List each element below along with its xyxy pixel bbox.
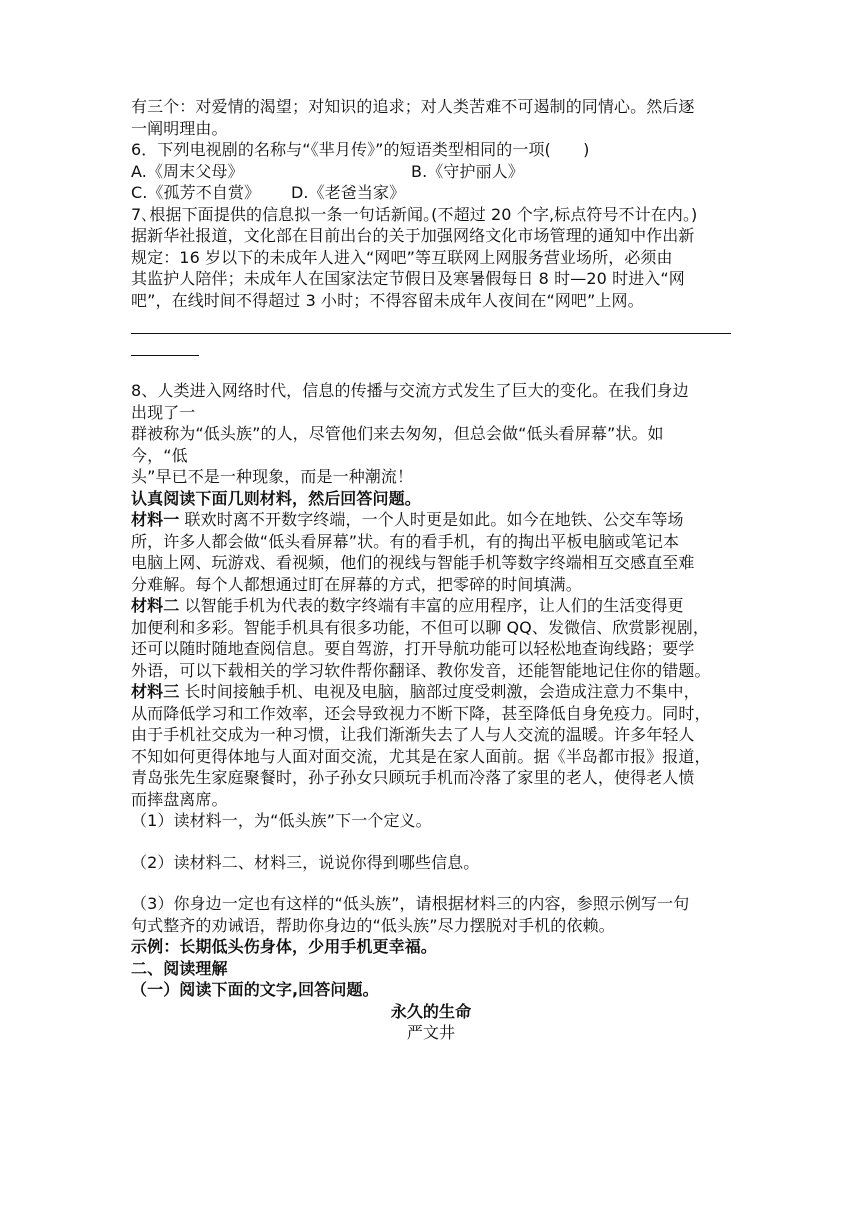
sub-question-1: （1）读材料一，为“低头族”下一个定义。 [131,811,432,830]
question-8-line: 群被称为“低头族”的人，尽管他们来去匆匆，但总会做“低头看屏幕”状。如 [131,424,664,443]
question-8-line: 头”早已不是一种现象，而是一种潮流！ [131,467,414,486]
material-2-line: 还可以随时随地查阅信息。要自驾游，打开导航功能可以轻松地查询线路；要学 [131,639,695,658]
material-2-label: 材料二 [131,596,180,615]
material-3-text: 长时间接触手机、电视及电脑，脑部过度受刺激，会造成注意力不集中， [179,682,700,701]
document-page [131,96,731,1044]
material-3-line: 而摔盘离席。 [131,789,228,809]
sub-question-3-line: （3）你身边一定也有这样的“低头族”，请根据材料三的内容，参照示例写一句 [131,894,690,913]
material-2-line: 外语，可以下载相关的学习软件帮你翻译、教你发音，还能智能地记住你的错题。 [131,660,711,680]
material-1-line: 所，许多人都会做“低头看屏幕”状。有的看手机，有的掏出平板电脑或笔记本 [131,531,680,551]
question-7-line: 吧”，在线时间不得超过 3 小时；不得容留未成年人夜间在“网吧”上网。 [131,290,644,310]
question-8-line: 8、人类进入网络时代，信息的传播与交流方式发生了巨大的变化。在我们身边 [131,381,689,400]
material-3-label: 材料三 [131,682,180,701]
question-6-options-row-2 [131,182,731,204]
material-3-line: 从而降低学习和工作效率，还会导致视力不断下降，甚至降低自身免疫力。同时， [131,703,711,723]
option-a: A.《周末父母》 [131,161,244,181]
question-6-stem: 6．下列电视剧的名称与“《芈月传》”的短语类型相同的一项( ) [131,140,590,159]
intro-line-2: 一阐明理由。 [131,118,228,138]
section-2-heading: 二、阅读理解 [131,958,228,978]
answer-line [131,333,731,334]
example-text: 示例：长期低头伤身体，少用手机更幸福。 [131,937,437,956]
section-2-subheading: （一）阅读下面的文字,回答问题。 [131,980,379,999]
question-7-line: 7､根据下面提供的信息拟一条一句话新闻｡(不超过 20 个字,标点符号不计在内｡) [131,204,698,224]
option-c: C.《孤芳不自赏》 [131,183,261,202]
material-2-line: 加便利和多彩。智能手机具有很多功能，不但可以聊 QQ、发微信、欣赏影视剧， [131,617,709,637]
material-1-label: 材料一 [131,510,180,529]
material-2-text: 以智能手机为代表的数字终端有丰富的应用程序，让人们的生活变得更 [179,596,684,615]
intro-line-1: 有三个：对爱情的渴望；对知识的追求；对人类苦难不可遏制的同情心。然后逐 [131,97,695,116]
article-author: 严文井 [406,1023,456,1042]
option-b: B.《守护丽人》 [411,161,524,181]
question-8-line: 今，“低 [131,445,188,465]
material-3-line: 由于手机社交成为一种习惯，让我们渐渐失去了人与人交流的温暖。许多年轻人 [131,725,695,744]
question-7-line: 规定：16 岁以下的未成年人进入“网吧”等互联网上网服务营业场所，必须由 [131,247,673,267]
question-8-line: 出现了一 [131,402,196,422]
question-6-options-row-1 [131,161,731,183]
material-3-line-1 [131,681,731,703]
question-7-line: 据新华社报道，文化部在目前出台的关于加强网络文化市场管理的通知中作出新 [131,226,695,245]
material-1-text: 联欢时离不开数字终端，一个人时更是如此。如今在地铁、公交车等场 [179,510,684,529]
reading-instruction: 认真阅读下面几则材料，然后回答问题。 [131,488,421,508]
material-2-line-1 [131,595,731,617]
material-3-line: 青岛张先生家庭聚餐时，孙子孙女只顾玩手机而冷落了家里的老人，使得老人愤 [131,768,695,787]
sub-question-2: （2）读材料二、材料三，说说你得到哪些信息。 [131,852,480,872]
option-d: D.《老爸当家》 [291,183,406,202]
question-7-line: 其监护人陪伴；未成年人在国家法定节假日及寒暑假每日 8 时—20 时进入“网 [131,269,685,288]
material-1-line: 分难解。每个人都想通过盯在屏幕的方式，把零碎的时间填满。 [131,574,582,594]
sub-question-3-line: 句式整齐的劝诫语，帮助你身边的“低头族”尽力摆脱对手机的依赖。 [131,915,615,935]
material-1-line-1 [131,509,731,531]
material-3-line: 不知如何更得体地与人面对面交流，尤其是在家人面前。据《半岛都市报》报道， [131,746,711,766]
article-title: 永久的生命 [390,1001,472,1021]
material-1-line: 电脑上网、玩游戏、看视频，他们的视线与智能手机等数字终端相互交感直至难 [131,553,695,572]
